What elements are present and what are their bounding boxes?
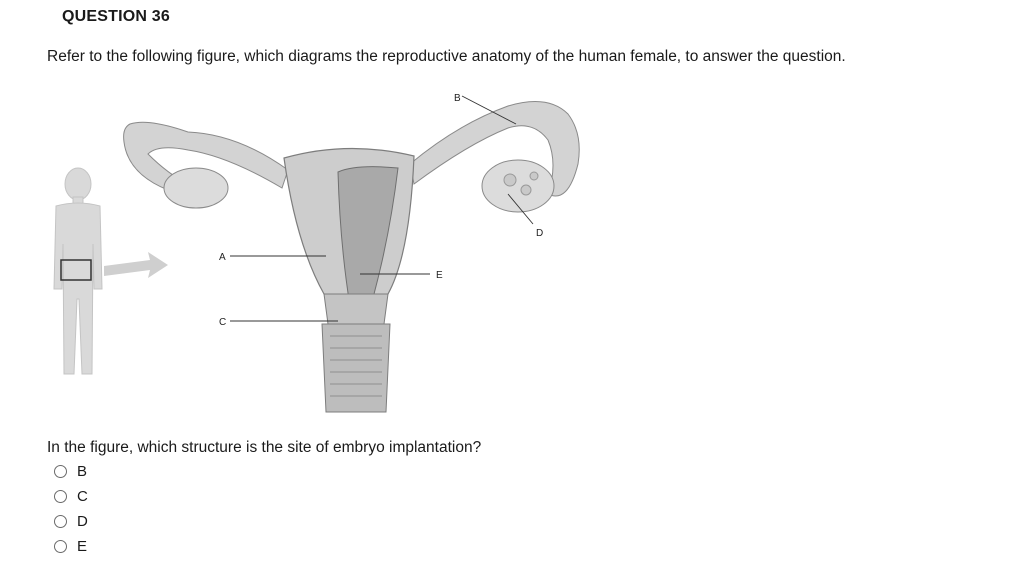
radio-button[interactable] [54, 490, 67, 503]
option-e[interactable] [54, 534, 88, 559]
radio-button[interactable] [54, 540, 67, 553]
question-prompt: In the figure, which structure is the site of embryo implantation? [47, 439, 482, 456]
option-label: B [77, 463, 88, 480]
question-title: QUESTION 36 [62, 8, 171, 25]
answer-options [54, 459, 88, 559]
right-ovary [482, 160, 554, 212]
label-c: C [219, 317, 227, 328]
option-b[interactable] [54, 459, 88, 484]
option-label: C [77, 488, 88, 505]
radio-button[interactable] [54, 515, 67, 528]
option-c[interactable] [54, 484, 88, 509]
female-reproductive-diagram [38, 84, 598, 416]
question-intro: Refer to the following figure, which diagrams the reproductive anatomy of the human female, to answer the question. [47, 48, 846, 65]
pointer-arrow [104, 252, 168, 278]
left-ovary [164, 168, 228, 208]
option-label: E [77, 538, 88, 555]
label-d: D [536, 228, 544, 239]
anatomy-figure [38, 84, 598, 416]
option-d[interactable] [54, 509, 88, 534]
vagina [322, 324, 390, 412]
label-a: A [219, 252, 226, 263]
option-label: D [77, 513, 88, 530]
label-b: B [454, 93, 461, 104]
radio-button[interactable] [54, 465, 67, 478]
label-e: E [436, 270, 443, 281]
cervix [324, 294, 388, 324]
